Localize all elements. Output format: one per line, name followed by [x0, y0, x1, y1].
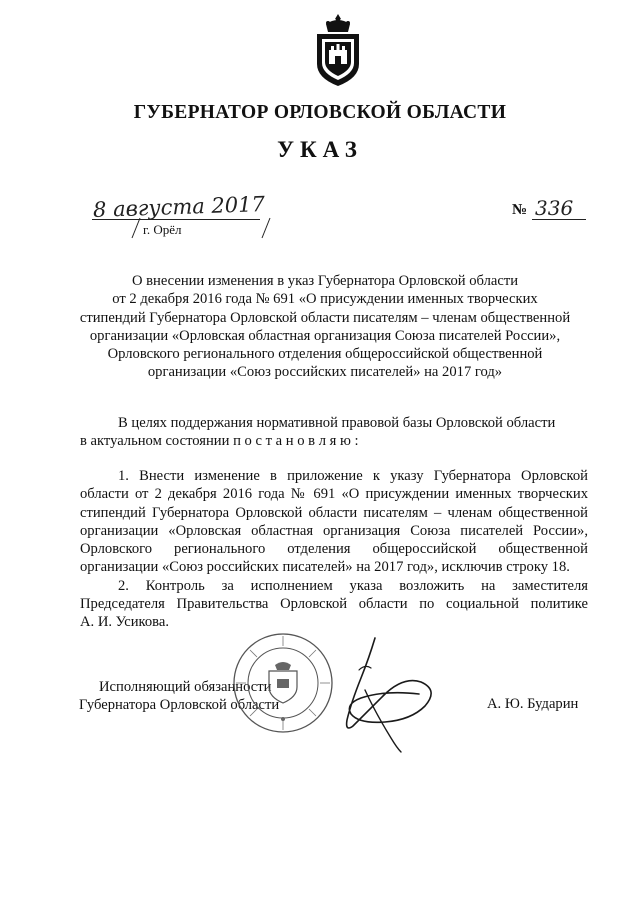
title-line: стипендий Губернатора Орловской области писателям – членам общественной	[79, 309, 571, 326]
items-section	[80, 467, 588, 632]
handwritten-number: 336	[535, 196, 574, 220]
issue-city: г. Орёл	[143, 222, 182, 237]
text-line: А. И. Усикова.	[80, 614, 170, 631]
text-line: организации «Орловская областная организация Союза писателей России»,	[80, 522, 588, 539]
text-line: стипендий Губернатора Орловской области писателям – членам общественной	[80, 504, 588, 521]
title-line: Орловского регионального отделения общероссийской общественной	[107, 346, 543, 363]
handwritten-date: 8 августа 2017	[92, 192, 266, 222]
text-line: Орловского регионального отделения общероссийской общественной	[80, 541, 588, 558]
title-line: организации «Союз российских писателей» на 2017 год»	[147, 364, 503, 381]
title-line: О внесении изменения в указ Губернатора Орловской области	[131, 273, 519, 289]
text-line: области от 2 декабря 2016 года № 691 «О присуждении именных творческих	[80, 486, 588, 503]
number-underline	[532, 219, 586, 220]
text-line: Председателя Правительства Орловской области по социальной политике	[80, 596, 588, 613]
text-line: в актуальном состоянии п о с т а н о в л я ю :	[80, 433, 359, 450]
coat-of-arms-icon	[311, 12, 365, 92]
text-line: 1. Внести изменение в приложение к указу Губернатора Орловской	[118, 468, 588, 484]
title-line: от 2 декабря 2016 года № 691 «О присуждении именных творческих	[112, 291, 538, 308]
official-seal-icon	[231, 631, 335, 735]
preamble-paragraph	[80, 414, 588, 451]
text-line: В целях поддержания нормативной правовой базы Орловской области	[118, 415, 556, 431]
handwritten-signature-icon	[335, 630, 460, 755]
document-type: УКАЗ	[277, 137, 363, 162]
text-line: организации «Союз российских писателей» на 2017 год», исключив строку 18.	[80, 559, 570, 576]
position-line: Губернатора Орловской области	[79, 697, 280, 714]
issuing-authority: ГУБЕРНАТОР ОРЛОВСКОЙ ОБЛАСТИ	[133, 102, 507, 123]
number-label: №	[512, 202, 528, 218]
document-title	[60, 272, 590, 382]
text-line: 2. Контроль за исполнением указа возложить на заместителя	[118, 577, 588, 594]
position-line: Исполняющий обязанности	[99, 679, 272, 695]
title-line: организации «Орловская областная организация Союза писателей России»,	[89, 327, 561, 344]
signatory-name: А. Ю. Бударин	[487, 696, 579, 712]
